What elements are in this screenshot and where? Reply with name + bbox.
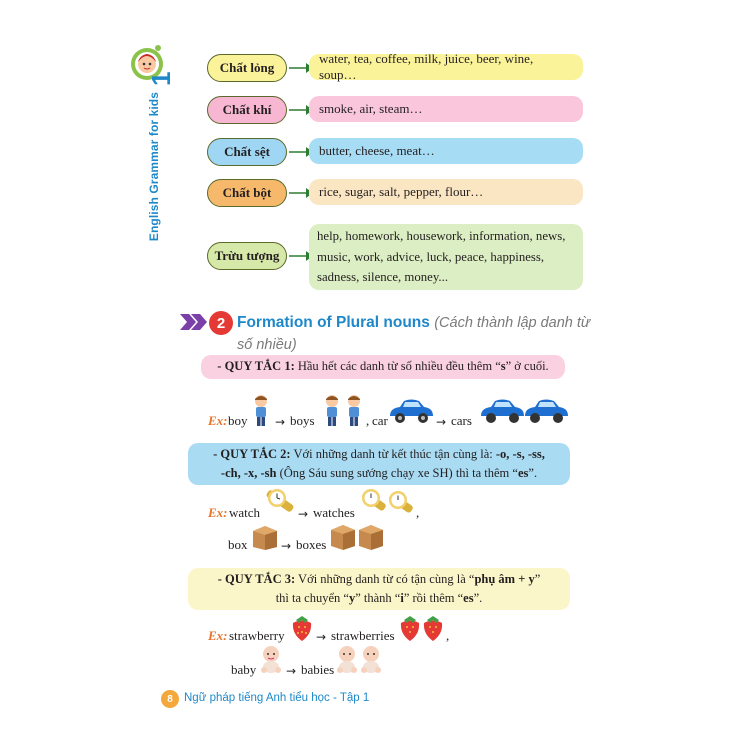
rule-2-endings-2: -ch, -x, -sh xyxy=(220,466,277,480)
example-1-word-boys: boys xyxy=(290,413,315,428)
rule-3-es: es xyxy=(463,591,474,605)
double-chevron-icon xyxy=(180,314,208,330)
car-icon xyxy=(386,398,436,426)
rule-1-text: Hầu hết các danh từ số nhiều đều thêm “ xyxy=(294,359,501,373)
strawberry-icon xyxy=(290,614,314,642)
rule-2-box xyxy=(188,443,570,485)
category-row-liquid xyxy=(207,51,587,84)
rule-1-tail: ” ở cuối. xyxy=(505,359,549,373)
rule-1-box xyxy=(201,355,565,379)
example-2-word-boxes: boxes xyxy=(296,537,327,552)
category-label: Trừu tượng xyxy=(207,242,287,270)
arrow-text: → xyxy=(275,415,286,429)
boxes-icon xyxy=(329,522,387,552)
footer-title: Ngữ pháp tiếng Anh tiểu học - Tập 1 xyxy=(184,692,370,704)
rule-3-line2e: ” rồi thêm “ xyxy=(403,591,464,605)
example-2-comma: , xyxy=(416,505,420,520)
rule-2-endings: -o, -s, -ss, xyxy=(495,447,545,461)
rule-1-prefix: - QUY TẮC 1: xyxy=(217,359,295,373)
rule-3-box xyxy=(188,568,570,610)
section-title-main: Formation of Plural nouns xyxy=(237,314,430,331)
rule-3-y: y xyxy=(348,591,356,605)
rule-3-line2a: thì ta chuyển “ xyxy=(275,591,349,605)
rule-2-line2d: ”. xyxy=(528,466,538,480)
example-1-label: Ex: xyxy=(208,413,228,428)
rule-3-consonant-y: phụ âm + y xyxy=(474,572,535,586)
box-icon xyxy=(251,523,279,551)
example-1-word-boy: boy xyxy=(228,413,248,428)
rule-3-line1a: Với những danh từ có tận cùng là “ xyxy=(295,572,475,586)
watch-icon xyxy=(263,486,297,516)
category-examples: smoke, air, steam… xyxy=(309,96,583,122)
section-subtitle: (Cách thành lập danh từ số nhiều) xyxy=(237,315,591,353)
category-label: Chất khí xyxy=(207,96,287,124)
category-examples: butter, cheese, meat… xyxy=(309,138,583,164)
example-2-word-box: box xyxy=(228,537,248,552)
section-title xyxy=(237,312,597,356)
example-2-label: Ex: xyxy=(208,505,228,520)
side-title-text: English Grammar for kids xyxy=(147,92,161,242)
category-label: Chất bột xyxy=(207,179,287,207)
watches-icon xyxy=(359,486,417,516)
example-1-comma: , xyxy=(366,413,370,428)
category-examples: rice, sugar, salt, pepper, flour… xyxy=(309,179,583,205)
strawberries-icon xyxy=(398,614,446,642)
side-number: 1 xyxy=(146,71,176,86)
rule-2-prefix: - QUY TẮC 2: xyxy=(213,447,291,461)
rule-3-line2g: ”. xyxy=(473,591,483,605)
rule-3-line1c: ” xyxy=(534,572,541,586)
rule-3-i: i xyxy=(400,591,404,605)
category-row-paste xyxy=(207,138,587,168)
arrow-text: → xyxy=(281,539,292,553)
category-row-powder xyxy=(207,179,587,209)
example-1-word-cars: cars xyxy=(451,413,472,428)
example-2-word-watches: watches xyxy=(313,505,355,520)
example-3-word-baby: baby xyxy=(231,662,257,677)
page-number: 8 xyxy=(161,690,179,708)
side-title xyxy=(139,92,163,262)
category-examples: water, tea, coffee, milk, juice, beer, wine, soup… xyxy=(309,54,583,80)
example-3-word-strawberries: strawberries xyxy=(331,628,395,643)
example-3-label: Ex: xyxy=(208,628,228,643)
example-3-comma: , xyxy=(446,628,450,643)
category-label: Chất lỏng xyxy=(207,54,287,82)
rule-2-line1a: Với những danh từ kết thúc tận cùng là: xyxy=(290,447,496,461)
baby-icon xyxy=(258,644,284,674)
arrow-text: → xyxy=(298,507,309,521)
babies-icon xyxy=(334,644,384,674)
example-3-word-strawberry: strawberry xyxy=(229,628,285,643)
example-3-word-babies: babies xyxy=(301,662,335,677)
cars-icon xyxy=(477,398,569,426)
example-2-word-watch: watch xyxy=(229,505,261,520)
rule-3-line2c: ” thành “ xyxy=(355,591,401,605)
rule-2-line2b: (Ông Sáu sung sướng chạy xe SH) thì ta thêm “ xyxy=(276,466,518,480)
arrow-text: → xyxy=(286,664,297,678)
rule-1-suffix: s xyxy=(500,359,506,373)
example-1-word-car: car xyxy=(372,413,388,428)
arrow-text: → xyxy=(436,415,447,429)
section-number: 2 xyxy=(209,311,233,335)
category-label: Chất sệt xyxy=(207,138,287,166)
boys-icon xyxy=(321,394,365,428)
rule-2-es: es xyxy=(517,466,529,480)
category-examples: help, homework, housework, information, news, music, work, advice, luck, peace, happiness, sadness, silence, money... xyxy=(309,224,583,290)
rule-3-prefix: - QUY TẮC 3: xyxy=(217,572,296,586)
category-row-gas xyxy=(207,96,587,126)
arrow-text: → xyxy=(316,630,327,644)
boy-icon xyxy=(250,394,272,428)
category-row-abstract xyxy=(207,224,587,292)
